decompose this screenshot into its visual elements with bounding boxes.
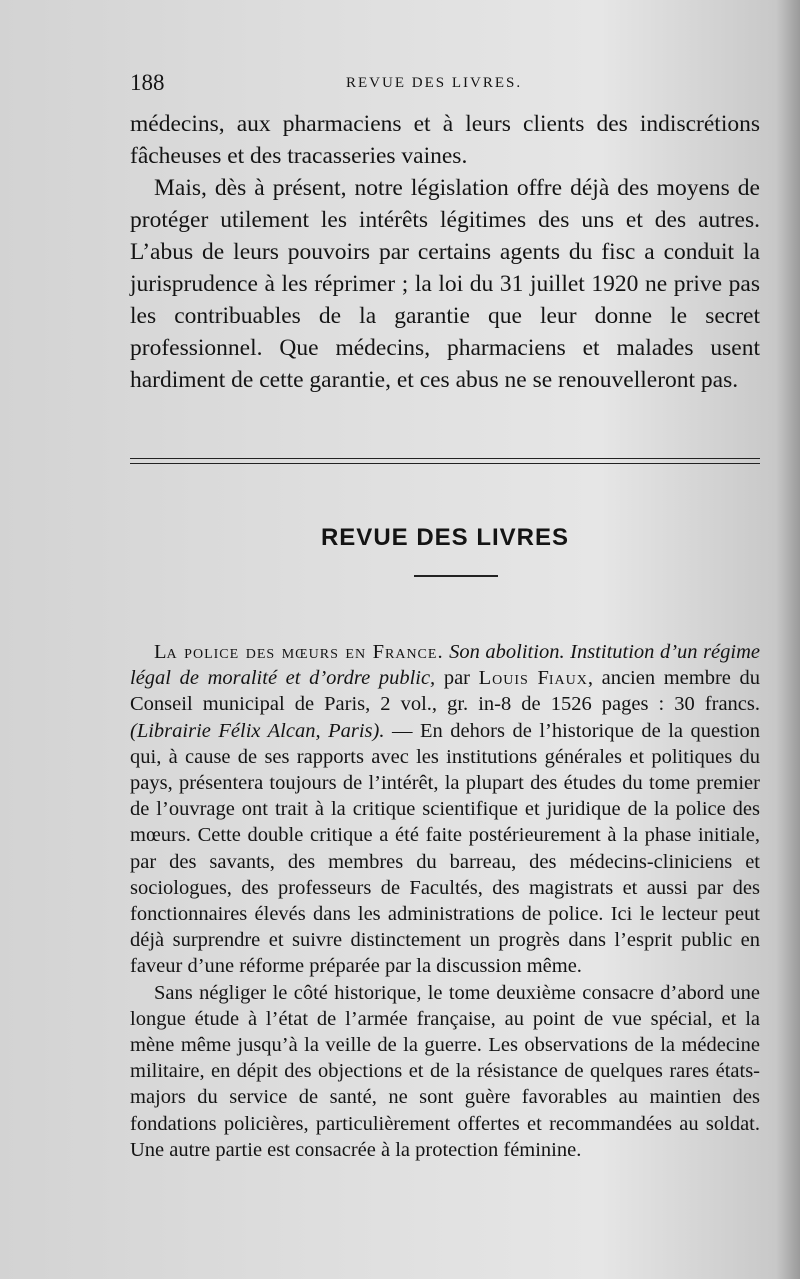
- double-rule-top: [130, 458, 760, 459]
- book-review: [130, 639, 760, 1163]
- review-paragraph: Sans négliger le côté historique, le tome deuxième consacre d’abord une longue étude à l’état de l’armée française, au point de vue spécial, et la mène même jusqu’à la veille de la guerre. Les observations de la médecine militaire, en dépit des objections et de la résistance de quelques rares états-majors du service de santé, ne sont guère favorables au maintien des fondations policières, particulièrement offertes et recommandées au soldat. Une autre partie est consacrée à la protection féminine.: [130, 981, 760, 1161]
- author-last-name: iaux: [548, 667, 588, 690]
- review-paragraph: [130, 639, 760, 980]
- book-title-initial: L: [154, 641, 167, 663]
- book-subtitle: Son abolition. Institution d’un régime légal de moralité et d’ordre public,: [130, 641, 760, 690]
- author-first-name: Louis: [478, 667, 529, 690]
- section-title: REVUE DES LIVRES: [320, 524, 570, 551]
- review-body: — En dehors de l’historique de la question qui, à cause de ses rapports avec les institutions générales et politiques du pays, présentera toujours de l’intérêt, la plupart des études du tome premier de l’ouvrage ont trait à la critique scientifique et juridique de la police des mœurs. Cette double critique a été faite postérieurement à la phase initiale, par des savants, des membres du barreau, des médecins-cliniciens et sociologues, des professeurs de Facultés, des magistrats et aussi par des fonctionnaires élevés dans les administrations de police. Ici le lecteur peut déjà surprendre et suivre distinctement un progrès dans l’esprit public en faveur d’une réforme préparée par la discussion même.: [130, 719, 760, 978]
- paragraph: médecins, aux pharmaciens et à leurs clients des indiscrétions fâcheuses et des tracasseries vaines.: [130, 111, 760, 169]
- page-header: [130, 70, 760, 104]
- publisher: (Librairie Félix Alcan, Paris).: [130, 719, 385, 742]
- book-details: , ancien membre du Conseil municipal de Paris, 2 vol., gr. in-8 de 1526 pages : 30 francs.: [130, 667, 761, 716]
- book-title: a police des mœurs en France.: [166, 641, 444, 663]
- double-rule-bottom: [130, 463, 760, 464]
- page-number: 188: [130, 70, 165, 95]
- by-word: par: [443, 667, 470, 690]
- author-last-initial: F: [537, 667, 549, 690]
- title-underline: [414, 575, 498, 577]
- paragraph: Mais, dès à présent, notre législation offre déjà des moyens de protéger utilement les intérêts légitimes des uns et des autres. L’abus de leurs pouvoirs par certains agents du fisc a conduit la jurisprudence à les réprimer ; la loi du 31 juillet 1920 ne prive pas les contribuables de la garantie que leur donne le secret professionnel. Que médecins, pharmaciens et malades usent hardiment de cette garantie, et ces abus ne se renouvelleront pas.: [130, 175, 760, 393]
- previous-article-ending: [130, 108, 760, 396]
- running-head: REVUE DES LIVRES.: [346, 75, 523, 91]
